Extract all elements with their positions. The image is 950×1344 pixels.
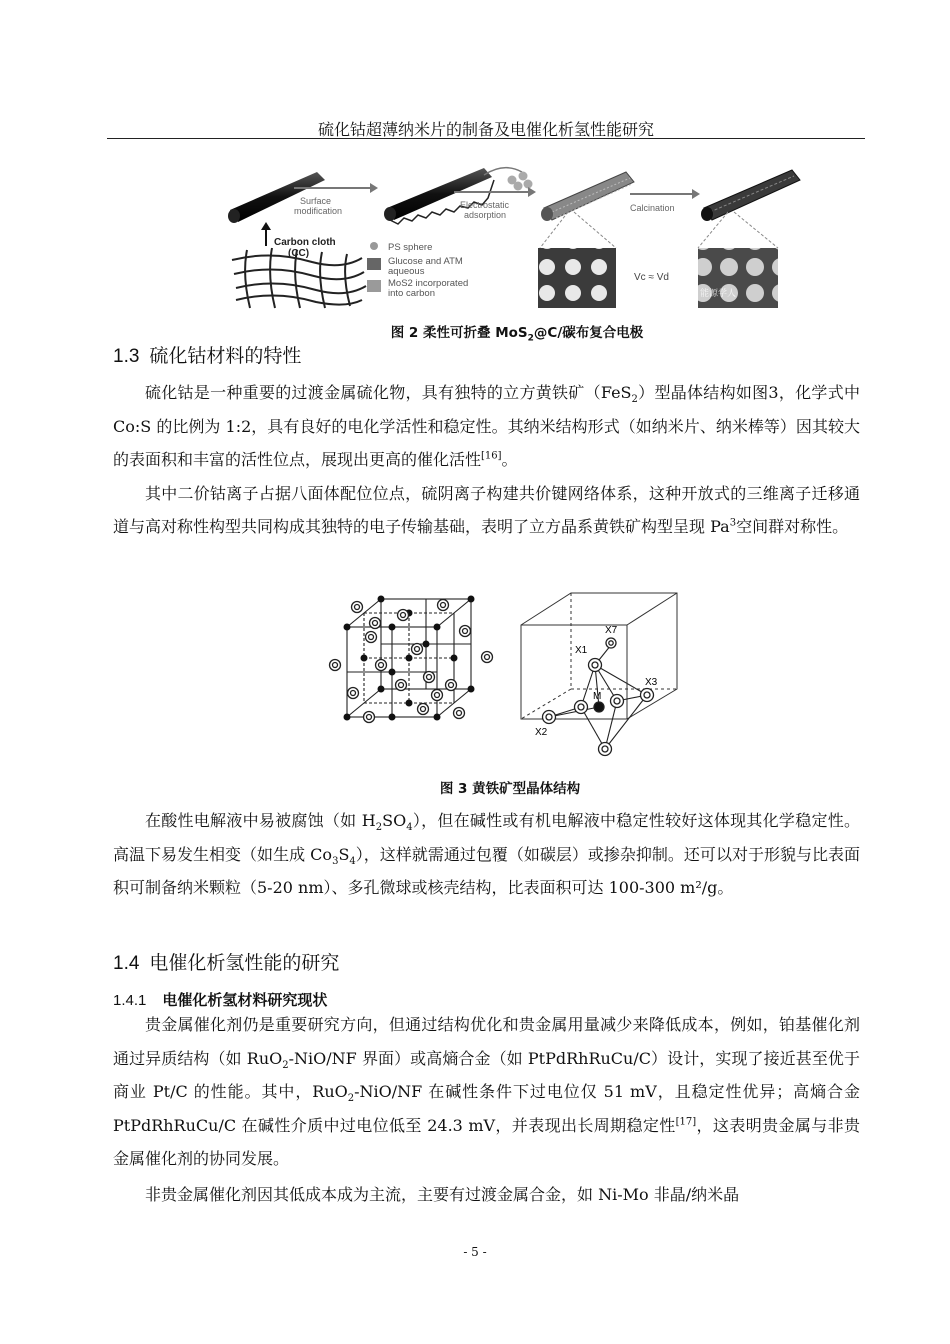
page-number: - 5 -	[463, 1245, 487, 1259]
porous-cube-before	[538, 248, 616, 308]
subscript: 2	[375, 822, 383, 834]
label-x3: X3	[645, 677, 658, 688]
subscript: 2	[347, 1093, 355, 1105]
running-header: 硫化钴超薄纳米片的制备及电催化析氢性能研究	[317, 120, 654, 139]
section-heading-1-4	[113, 948, 339, 975]
section-number: 1.4	[113, 953, 140, 974]
legend-glucose: Glucose and ATM	[388, 256, 463, 267]
arrow-surface-mod	[294, 183, 378, 216]
text-run: 。	[501, 450, 518, 469]
label-m: M	[593, 691, 602, 702]
figure-3	[325, 585, 695, 760]
subscript: 2	[631, 394, 638, 406]
text-run: ）型晶体结构如图3，化学式中 Co:S 的比例为 1:2，具有良好的电化学活性和稳定性。其纳米结构形式（如纳米片、纳米棒等）因其较大的表面积和丰富的活性位点，展现出更高的催化活性	[113, 383, 860, 469]
label-surface: Surface	[300, 196, 332, 206]
section-number: 1.3	[113, 346, 140, 367]
subscript: 2	[282, 1059, 289, 1071]
text-run: ），这样就需通过包覆（如碳层）或掺杂抑制。还可以对于形貌与比表面积可制备纳米颗粒（5-20 nm）、多孔微球或核壳结构，比表面积可达 100-300 m²/g。	[113, 844, 860, 897]
paragraph: 非贵金属催化剂因其低成本成为主流，主要有过渡金属合金，如 Ni-Mo 非晶/纳米晶	[145, 1184, 740, 1204]
section-heading-1-3	[113, 341, 301, 368]
cc-arrowhead	[261, 222, 271, 230]
label-modification: modification	[294, 206, 343, 216]
figure-2	[222, 150, 812, 310]
subsection-title: 电催化析氢材料研究现状	[162, 991, 328, 1009]
lattice-atoms	[330, 596, 493, 723]
text-run: -NiO/NF 界面）或高熵合金（如 PtPdRhRuCu/C）设计，实现了接近甚至优于商业 Pt/C 的性能。其中，RuO	[113, 1048, 860, 1101]
section-1-3-body	[113, 376, 860, 544]
label-cc: (CC)	[288, 248, 310, 259]
label-ratio: Vc ≈ Vd	[634, 272, 669, 283]
label-electrostatic: Electrostatic	[460, 200, 510, 210]
curved-arrow	[484, 168, 522, 175]
watermark-text: 能源学人	[700, 288, 737, 298]
legend-into-carbon: into carbon	[388, 288, 436, 299]
header-rule	[107, 138, 865, 139]
text-run: -NiO/NF 在碱性条件下过电位仅 51 mV，且稳定性优异；高熵合金 PtPdRhRuCu/C 在碱性介质中过电位低至 24.3 mV，并表现出长周期稳定性	[113, 1082, 860, 1135]
text-run: 其中二价钴离子占据八面体配位位点，硫阴离子构建共价键网络体系，这种开放式的三维离子迁移通道与高对称性构型共同构成其独特的电子传输基础，表明了立方晶系黄铁矿构型呈现 Pa	[113, 483, 860, 536]
section-title: 硫化钴材料的特性	[149, 345, 302, 367]
paragraph	[113, 477, 860, 544]
fig2-caption-sub: 2	[527, 333, 534, 344]
label-carbon-cloth: Carbon cloth	[274, 237, 336, 248]
subscript: 3	[332, 855, 339, 867]
paragraph	[113, 1008, 860, 1176]
porous-cube-after	[698, 248, 778, 308]
superscript: 3	[729, 517, 737, 529]
arrow-electrostatic	[454, 187, 536, 220]
label-x7: X7	[605, 625, 618, 636]
citation: [16]	[481, 450, 502, 462]
zoom-line-2	[574, 212, 616, 248]
figure-3-illustration	[325, 585, 695, 760]
text-run: S	[338, 844, 350, 864]
label-x1: X1	[575, 645, 588, 656]
subscript: 4	[349, 855, 356, 867]
figure-3-caption: 图 3 黄铁矿型晶体结构	[439, 781, 581, 797]
section-heading-1-4-1	[113, 989, 327, 1010]
text-run: ），但在碱性或有机电解液中稳定性较好这体现其化学稳定性。高温下易发生相变（如生成 Co	[113, 811, 860, 864]
text-run: 在酸性电解液中易被腐蚀（如 H	[145, 811, 376, 830]
chem-stability-paragraph	[113, 804, 860, 905]
rod-step-3	[541, 172, 634, 221]
text-run: SO	[382, 811, 407, 830]
text-run: 硫化钴是一种重要的过渡金属硫化物，具有独特的立方黄铁矿（FeS	[145, 383, 632, 402]
label-calcination: Calcination	[630, 203, 675, 213]
label-x2: X2	[535, 727, 548, 738]
rod-step-4	[701, 170, 800, 221]
subsection-number: 1.4.1	[113, 992, 147, 1009]
section-1-4-1-body	[113, 1008, 860, 1211]
figure-2-illustration	[222, 150, 812, 310]
fig2-caption-prefix: 图 2 柔性可折叠 MoS	[390, 325, 528, 341]
figure-2-caption	[222, 321, 812, 344]
section-title: 电催化析氢性能的研究	[149, 952, 340, 974]
legend-ps: PS sphere	[388, 242, 433, 253]
paragraph	[113, 376, 860, 477]
text-run: ，这表明贵金属与非贵金属催化剂的协同发展。	[113, 1115, 860, 1168]
zoom-line-4	[734, 212, 778, 248]
arrow-calcination	[630, 189, 700, 213]
label-adsorption: adsorption	[464, 210, 507, 220]
subscript: 4	[406, 822, 413, 834]
fig2-caption-suffix: @C/碳布复合电极	[533, 325, 644, 341]
legend-mos2: MoS2 incorporated	[388, 278, 469, 289]
citation: [17]	[675, 1116, 697, 1128]
text-run: 贵金属催化剂仍是重要研究方向，但通过结构优化和贵金属用量减少来降低成本，例如，铂基催化剂通过异质结构（如 RuO	[113, 1015, 860, 1068]
figure-2-legend	[367, 242, 468, 299]
legend-aqueous: aqueous	[388, 266, 425, 277]
paragraph	[113, 804, 860, 905]
text-run: 空间群对称性。	[736, 517, 849, 536]
